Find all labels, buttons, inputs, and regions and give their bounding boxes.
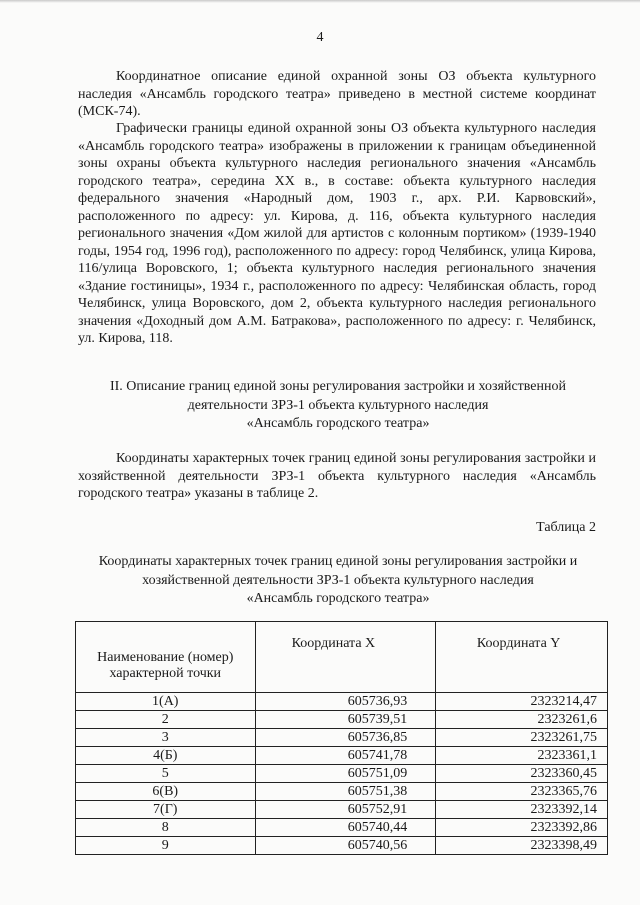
cell-coordinate-x: 605751,09 [255,765,436,783]
header-point-name-line: Наименование (номер) [97,650,234,665]
header-coordinate-x: Координата X [255,622,436,693]
cell-coordinate-x: 605741,78 [255,747,436,765]
header-point-name-line: характерной точки [109,666,222,681]
cell-coordinate-x: 605751,38 [255,783,436,801]
paragraph-graphic-boundaries: Графически границы единой охранной зоны ОЗ объекта культурного наследия «Ансамбль городского театра» изображены в приложении к границам объединенной зоны охраны объекта культурного наследия регионального значения «Ансамбль городского театра», середина XX в., в составе: объекта культурного наследия федерального значения «Народный дом, 1903 г., арх. Р.И. Карвовский», расположенного по адресу: ул. Кирова, д. 116, объекта культурного наследия регионального значения «Дом жилой для артистов с колонным портиком» (1939-1940 годы, 1954 год, 1996 год), расположенного по адресу: город Челябинск, улица Кирова, 116/улица Воровского, 1; объекта культурного наследия регионального значения «Здание гостиницы», 1934 г., расположенного по адресу: Челябинская область, город Челябинск, улица Воровского, дом 2, объекта культурного наследия регионального значения «Доходный дом А.М. Батракова», расположенного по адресу: г. Челябинск, ул. Кирова, 118. [78,121,596,346]
cell-coordinate-x: 605736,85 [255,729,436,747]
table-row [76,729,608,747]
cell-coordinate-y: 2323214,47 [436,693,608,711]
cell-coordinate-y: 2323365,76 [436,783,608,801]
cell-coordinate-y: 2323261,75 [436,729,608,747]
cell-coordinate-x: 605739,51 [255,711,436,729]
table-row [76,837,608,855]
cell-coordinate-x: 605752,91 [255,801,436,819]
table-caption-line: «Ансамбль городского театра» [246,591,430,606]
cell-coordinate-y: 2323360,45 [436,765,608,783]
table-row [76,747,608,765]
page-top-edge [0,0,640,3]
table-label: Таблица 2 [536,520,596,535]
header-point-name [76,622,256,693]
table-row [76,819,608,837]
cell-point-name: 2 [76,711,256,729]
table-caption [60,553,616,609]
table-row [76,693,608,711]
cell-point-name: 9 [76,837,256,855]
cell-coordinate-x: 605740,44 [255,819,436,837]
section-heading-line: «Ансамбль городского театра» [246,416,430,431]
table-header-row [76,622,608,693]
paragraph-coordinate-description: Координатное описание единой охранной зоны ОЗ объекта культурного наследия «Ансамбль городского театра» приведено в местной системе координат (МСК-74). [78,69,596,119]
cell-point-name: 5 [76,765,256,783]
cell-point-name: 6(В) [76,783,256,801]
table-caption-line: хозяйственной деятельности ЗРЗ-1 объекта культурного наследия [142,572,534,588]
cell-point-name: 8 [76,819,256,837]
table-row [76,711,608,729]
cell-point-name: 7(Г) [76,801,256,819]
table-row [76,783,608,801]
section-heading-line: деятельности ЗРЗ-1 объекта культурного наследия [187,397,489,413]
cell-point-name: 3 [76,729,256,747]
paragraph-table-reference: Координаты характерных точек границ единой зоны регулирования застройки и хозяйственной деятельности ЗРЗ-1 объекта культурного наследия «Ансамбль городского театра» указаны в таблице 2. [78,451,596,501]
section-heading [60,378,616,434]
cell-point-name: 1(А) [76,693,256,711]
table-row [76,765,608,783]
table-caption-line: Координаты характерных точек границ единой зоны регулирования застройки и [98,554,578,569]
cell-coordinate-x: 605740,56 [255,837,436,855]
cell-coordinate-y: 2323392,14 [436,801,608,819]
cell-coordinate-y: 2323361,1 [436,747,608,765]
page-number: 4 [316,30,324,45]
cell-coordinate-y: 2323398,49 [436,837,608,855]
cell-coordinate-y: 2323261,6 [436,711,608,729]
cell-point-name: 4(Б) [76,747,256,765]
cell-coordinate-y: 2323392,86 [436,819,608,837]
section-heading-line: II. Описание границ единой зоны регулирования застройки и хозяйственной [109,379,566,394]
table-row [76,801,608,819]
header-coordinate-y: Координата Y [436,622,608,693]
coordinates-table [75,621,608,855]
cell-coordinate-x: 605736,93 [255,693,436,711]
